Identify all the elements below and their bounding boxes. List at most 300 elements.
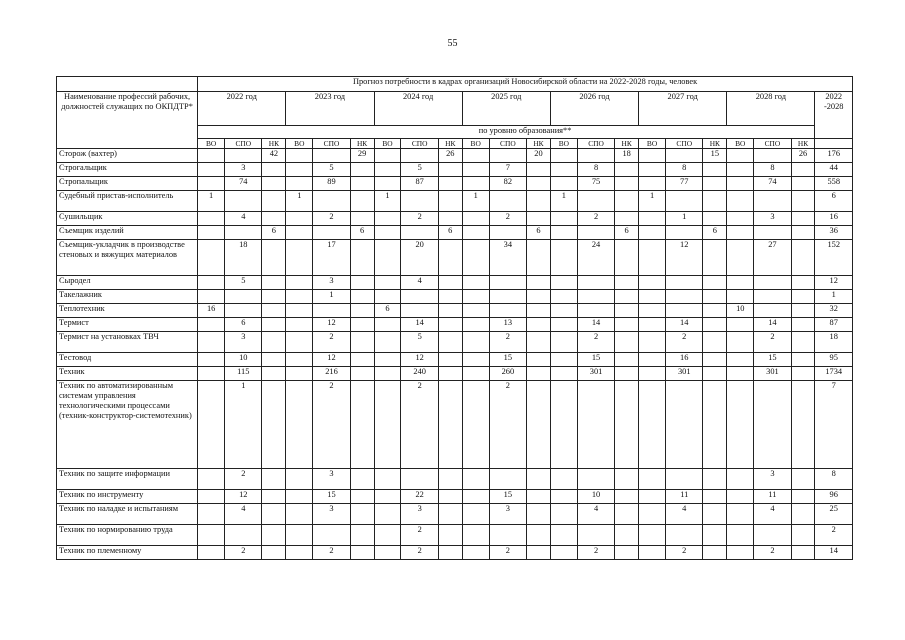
value-cell	[791, 367, 815, 381]
value-cell	[286, 546, 313, 560]
profession-name: Съемщик изделий	[57, 226, 198, 240]
value-cell: 12	[666, 240, 703, 276]
value-cell	[666, 149, 703, 163]
value-cell	[527, 525, 551, 546]
value-cell	[374, 469, 401, 490]
value-cell	[577, 381, 614, 469]
value-cell	[754, 191, 791, 212]
value-cell	[550, 149, 577, 163]
total-cell: 558	[815, 177, 853, 191]
value-cell	[754, 226, 791, 240]
value-cell	[198, 276, 225, 290]
value-cell	[727, 240, 754, 276]
value-cell	[727, 546, 754, 560]
value-cell	[262, 276, 286, 290]
value-cell	[489, 226, 526, 240]
total-cell: 2	[815, 525, 853, 546]
value-cell: 15	[577, 353, 614, 367]
value-cell	[550, 490, 577, 504]
value-cell	[703, 381, 727, 469]
edu-level-label: НК	[615, 139, 639, 149]
value-cell	[639, 163, 666, 177]
value-cell	[198, 290, 225, 304]
value-cell	[438, 367, 462, 381]
value-cell: 10	[727, 304, 754, 318]
edu-level-label: СПО	[666, 139, 703, 149]
value-cell	[615, 525, 639, 546]
value-cell: 16	[198, 304, 225, 318]
value-cell	[262, 367, 286, 381]
value-cell	[198, 318, 225, 332]
value-cell	[198, 490, 225, 504]
value-cell	[350, 318, 374, 332]
value-cell	[350, 191, 374, 212]
value-cell	[462, 367, 489, 381]
value-cell	[615, 191, 639, 212]
value-cell: 1	[666, 212, 703, 226]
value-cell	[615, 469, 639, 490]
total-cell: 1734	[815, 367, 853, 381]
total-cell: 14	[815, 546, 853, 560]
value-cell	[615, 290, 639, 304]
year-header: 2024 год	[374, 92, 462, 126]
value-cell	[262, 177, 286, 191]
value-cell: 11	[754, 490, 791, 504]
table-row	[57, 332, 853, 353]
value-cell	[198, 240, 225, 276]
value-cell	[225, 226, 262, 240]
value-cell	[462, 177, 489, 191]
value-cell	[374, 546, 401, 560]
value-cell	[374, 276, 401, 290]
value-cell	[489, 469, 526, 490]
profession-name: Судебный пристав-исполнитель	[57, 191, 198, 212]
year-header: 2025 год	[462, 92, 550, 126]
value-cell	[550, 525, 577, 546]
value-cell	[615, 381, 639, 469]
value-cell	[727, 276, 754, 290]
value-cell	[401, 226, 438, 240]
edu-level-label: ВО	[727, 139, 754, 149]
value-cell	[727, 318, 754, 332]
value-cell	[374, 290, 401, 304]
edu-level-label: НК	[527, 139, 551, 149]
value-cell	[550, 367, 577, 381]
value-cell	[462, 318, 489, 332]
value-cell	[198, 226, 225, 240]
value-cell	[262, 163, 286, 177]
edu-level-label: СПО	[225, 139, 262, 149]
profession-name: Термист	[57, 318, 198, 332]
value-cell	[262, 332, 286, 353]
value-cell	[550, 381, 577, 469]
value-cell: 16	[666, 353, 703, 367]
value-cell: 2	[754, 332, 791, 353]
value-cell	[438, 177, 462, 191]
value-cell: 26	[438, 149, 462, 163]
value-cell	[527, 381, 551, 469]
profession-name: Техник	[57, 367, 198, 381]
value-cell	[198, 353, 225, 367]
value-cell	[401, 304, 438, 318]
value-cell	[791, 240, 815, 276]
value-cell	[615, 276, 639, 290]
value-cell	[438, 469, 462, 490]
value-cell: 2	[225, 546, 262, 560]
value-cell	[438, 290, 462, 304]
value-cell	[374, 226, 401, 240]
value-cell	[550, 546, 577, 560]
value-cell	[262, 353, 286, 367]
value-cell	[462, 381, 489, 469]
edu-level-label: ВО	[286, 139, 313, 149]
value-cell	[527, 240, 551, 276]
value-cell: 2	[401, 212, 438, 226]
value-cell	[550, 240, 577, 276]
value-cell	[262, 318, 286, 332]
value-cell	[727, 212, 754, 226]
value-cell: 3	[313, 469, 350, 490]
value-cell: 4	[401, 276, 438, 290]
value-cell	[577, 469, 614, 490]
value-cell	[615, 212, 639, 226]
value-cell	[550, 318, 577, 332]
value-cell	[286, 504, 313, 525]
value-cell: 216	[313, 367, 350, 381]
value-cell	[374, 318, 401, 332]
value-cell	[727, 177, 754, 191]
value-cell	[791, 226, 815, 240]
education-level-header: по уровню образования**	[198, 126, 853, 139]
value-cell: 2	[489, 212, 526, 226]
value-cell: 1	[639, 191, 666, 212]
value-cell	[438, 546, 462, 560]
value-cell: 6	[374, 304, 401, 318]
value-cell	[727, 469, 754, 490]
edu-level-label: ВО	[198, 139, 225, 149]
value-cell	[198, 367, 225, 381]
value-cell: 17	[313, 240, 350, 276]
value-cell	[703, 469, 727, 490]
table-row	[57, 276, 853, 290]
value-cell	[462, 290, 489, 304]
total-cell: 25	[815, 504, 853, 525]
value-cell	[225, 191, 262, 212]
forecast-table	[56, 76, 853, 560]
value-cell: 1	[286, 191, 313, 212]
value-cell	[615, 318, 639, 332]
value-cell: 15	[754, 353, 791, 367]
value-cell	[703, 212, 727, 226]
value-cell: 1	[462, 191, 489, 212]
value-cell	[550, 276, 577, 290]
value-cell: 87	[401, 177, 438, 191]
value-cell	[374, 149, 401, 163]
value-cell	[262, 212, 286, 226]
value-cell	[615, 504, 639, 525]
value-cell: 6	[262, 226, 286, 240]
profession-name: Строгальщик	[57, 163, 198, 177]
value-cell	[639, 490, 666, 504]
value-cell	[615, 177, 639, 191]
value-cell	[262, 469, 286, 490]
value-cell	[198, 469, 225, 490]
value-cell	[615, 240, 639, 276]
value-cell: 12	[401, 353, 438, 367]
value-cell	[727, 490, 754, 504]
total-cell: 8	[815, 469, 853, 490]
table-row	[57, 367, 853, 381]
value-cell	[462, 546, 489, 560]
value-cell	[462, 240, 489, 276]
value-cell	[639, 469, 666, 490]
profession-name: Сыродел	[57, 276, 198, 290]
value-cell	[727, 353, 754, 367]
value-cell	[666, 290, 703, 304]
value-cell	[703, 240, 727, 276]
value-cell	[198, 546, 225, 560]
value-cell	[754, 149, 791, 163]
value-cell	[286, 163, 313, 177]
value-cell	[286, 290, 313, 304]
value-cell	[639, 381, 666, 469]
edu-level-label: НК	[262, 139, 286, 149]
value-cell	[550, 212, 577, 226]
value-cell	[754, 525, 791, 546]
total-sub-cell	[815, 139, 853, 149]
value-cell	[550, 469, 577, 490]
edu-level-label: НК	[703, 139, 727, 149]
value-cell	[286, 353, 313, 367]
value-cell	[639, 332, 666, 353]
value-cell	[374, 332, 401, 353]
value-cell	[727, 149, 754, 163]
value-cell: 7	[489, 163, 526, 177]
value-cell	[401, 469, 438, 490]
value-cell	[374, 177, 401, 191]
value-cell	[198, 504, 225, 525]
profession-name: Техник по защите информации	[57, 469, 198, 490]
value-cell: 1	[225, 381, 262, 469]
table-row	[57, 191, 853, 212]
value-cell	[550, 332, 577, 353]
value-cell	[703, 290, 727, 304]
value-cell	[666, 469, 703, 490]
value-cell	[262, 504, 286, 525]
value-cell	[577, 525, 614, 546]
value-cell	[438, 163, 462, 177]
value-cell	[198, 332, 225, 353]
value-cell	[639, 504, 666, 525]
value-cell: 4	[754, 504, 791, 525]
value-cell	[577, 149, 614, 163]
year-header: 2028 год	[727, 92, 815, 126]
value-cell	[754, 276, 791, 290]
value-cell	[286, 381, 313, 469]
value-cell	[350, 525, 374, 546]
edu-level-label: СПО	[401, 139, 438, 149]
value-cell	[615, 367, 639, 381]
year-header: 2027 год	[639, 92, 727, 126]
value-cell	[550, 177, 577, 191]
value-cell: 12	[225, 490, 262, 504]
value-cell: 14	[401, 318, 438, 332]
value-cell	[286, 525, 313, 546]
value-cell	[791, 469, 815, 490]
value-cell	[286, 490, 313, 504]
profession-name: Техник по племенному	[57, 546, 198, 560]
value-cell: 2	[313, 381, 350, 469]
value-cell	[703, 504, 727, 525]
edu-level-label: ВО	[639, 139, 666, 149]
value-cell	[198, 381, 225, 469]
total-cell: 1	[815, 290, 853, 304]
value-cell	[527, 212, 551, 226]
value-cell: 8	[754, 163, 791, 177]
value-cell: 5	[401, 163, 438, 177]
value-cell	[639, 212, 666, 226]
value-cell	[550, 504, 577, 525]
value-cell	[438, 276, 462, 290]
total-cell: 32	[815, 304, 853, 318]
value-cell: 2	[577, 332, 614, 353]
total-cell: 36	[815, 226, 853, 240]
value-cell	[527, 504, 551, 525]
value-cell	[791, 353, 815, 367]
value-cell	[350, 240, 374, 276]
value-cell	[262, 290, 286, 304]
value-cell	[286, 177, 313, 191]
value-cell	[791, 304, 815, 318]
value-cell: 2	[577, 546, 614, 560]
years-row	[57, 92, 853, 126]
value-cell: 2	[489, 546, 526, 560]
value-cell	[527, 332, 551, 353]
value-cell	[401, 191, 438, 212]
value-cell	[666, 276, 703, 290]
value-cell	[527, 290, 551, 304]
value-cell	[462, 525, 489, 546]
value-cell	[527, 353, 551, 367]
value-cell	[639, 290, 666, 304]
value-cell	[374, 163, 401, 177]
value-cell	[286, 276, 313, 290]
value-cell	[489, 304, 526, 318]
value-cell: 2	[401, 525, 438, 546]
value-cell	[639, 240, 666, 276]
value-cell: 260	[489, 367, 526, 381]
value-cell: 15	[703, 149, 727, 163]
profession-name: Термист на установках ТВЧ	[57, 332, 198, 353]
value-cell: 6	[225, 318, 262, 332]
value-cell	[374, 240, 401, 276]
total-cell: 16	[815, 212, 853, 226]
value-cell	[791, 290, 815, 304]
value-cell: 3	[225, 332, 262, 353]
value-cell	[350, 353, 374, 367]
value-cell	[791, 212, 815, 226]
value-cell	[666, 226, 703, 240]
value-cell	[550, 290, 577, 304]
total-cell: 95	[815, 353, 853, 367]
value-cell	[615, 353, 639, 367]
value-cell	[791, 191, 815, 212]
value-cell: 22	[401, 490, 438, 504]
value-cell	[727, 332, 754, 353]
year-header: 2026 год	[550, 92, 638, 126]
value-cell: 3	[401, 504, 438, 525]
value-cell: 1	[198, 191, 225, 212]
value-cell	[754, 290, 791, 304]
value-cell: 15	[489, 353, 526, 367]
edu-level-label: СПО	[313, 139, 350, 149]
value-cell: 2	[313, 212, 350, 226]
profession-name: Техник по нормированию труда	[57, 525, 198, 546]
value-cell	[462, 163, 489, 177]
profession-name: Теплотехник	[57, 304, 198, 318]
value-cell	[703, 163, 727, 177]
value-cell	[550, 163, 577, 177]
value-cell	[262, 490, 286, 504]
edu-level-label: НК	[791, 139, 815, 149]
table-row	[57, 304, 853, 318]
edu-level-label: ВО	[550, 139, 577, 149]
table-row	[57, 546, 853, 560]
value-cell: 29	[350, 149, 374, 163]
value-cell	[286, 226, 313, 240]
value-cell: 2	[401, 381, 438, 469]
value-cell: 2	[313, 546, 350, 560]
value-cell	[198, 212, 225, 226]
value-cell: 2	[313, 332, 350, 353]
value-cell: 5	[401, 332, 438, 353]
value-cell	[703, 525, 727, 546]
value-cell	[262, 381, 286, 469]
table-caption: Прогноз потребности в кадрах организаций Новосибирской области на 2022-2028 годы, человек	[198, 77, 853, 92]
profession-name: Техник по инструменту	[57, 490, 198, 504]
value-cell	[550, 226, 577, 240]
value-cell	[577, 276, 614, 290]
table-row	[57, 353, 853, 367]
value-cell: 89	[313, 177, 350, 191]
table-row	[57, 226, 853, 240]
value-cell	[666, 304, 703, 318]
value-cell	[374, 490, 401, 504]
value-cell: 5	[225, 276, 262, 290]
value-cell: 34	[489, 240, 526, 276]
value-cell	[286, 367, 313, 381]
value-cell	[703, 367, 727, 381]
value-cell: 3	[313, 276, 350, 290]
value-cell	[262, 546, 286, 560]
value-cell	[639, 367, 666, 381]
value-cell	[791, 276, 815, 290]
value-cell: 4	[666, 504, 703, 525]
value-cell	[703, 546, 727, 560]
value-cell	[350, 546, 374, 560]
value-cell	[727, 367, 754, 381]
profession-name: Такелажник	[57, 290, 198, 304]
value-cell	[727, 504, 754, 525]
total-cell: 12	[815, 276, 853, 290]
value-cell	[527, 191, 551, 212]
value-cell: 2	[666, 332, 703, 353]
table-row	[57, 318, 853, 332]
value-cell	[489, 276, 526, 290]
value-cell	[198, 149, 225, 163]
value-cell: 26	[791, 149, 815, 163]
table-row	[57, 290, 853, 304]
